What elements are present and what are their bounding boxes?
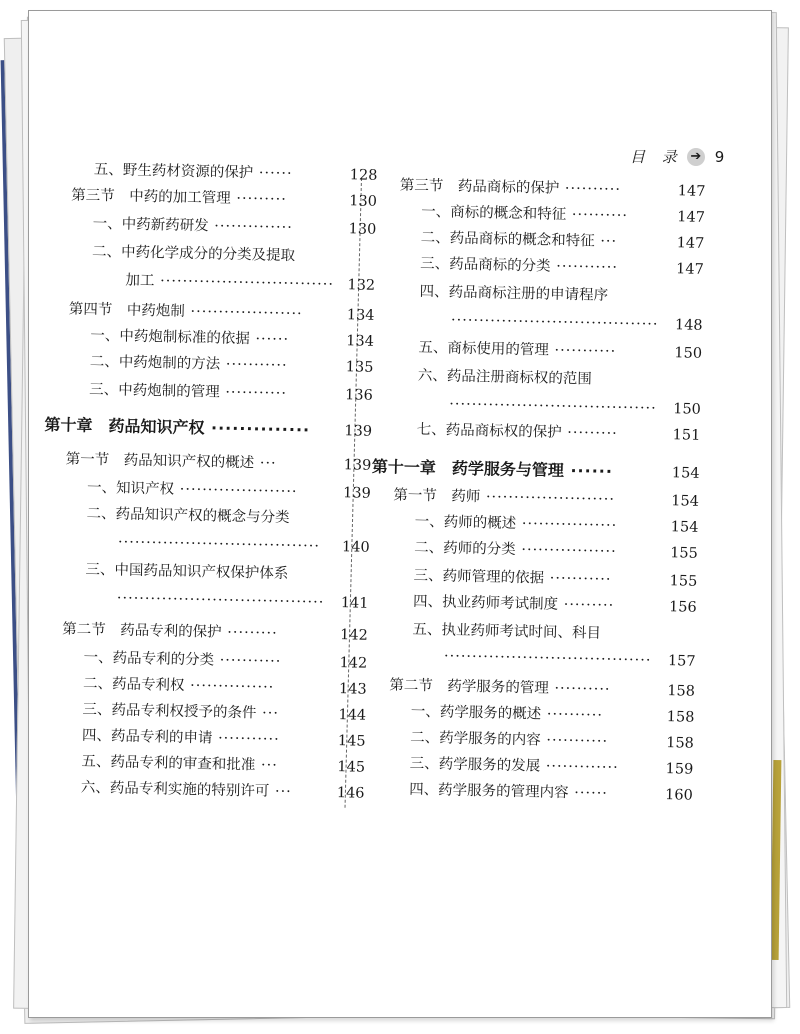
toc-entry-title: 三、药品专利权授予的条件 bbox=[82, 701, 257, 722]
toc-leader-dots: ······················· bbox=[480, 489, 616, 509]
toc-leader-dots: ·········· bbox=[541, 706, 604, 724]
toc-page-number: 154 bbox=[670, 519, 699, 536]
toc-leader-dots: ··· bbox=[594, 233, 618, 251]
toc-leader-dots: ········· bbox=[557, 596, 615, 615]
toc-entry-title: 二、药品知识产权的概念与分类 bbox=[86, 505, 290, 527]
toc-page-number: 147 bbox=[677, 209, 706, 226]
toc-entry-title: 五、执业药师考试时间、科目 bbox=[412, 621, 602, 642]
toc-page-number: 154 bbox=[671, 465, 700, 482]
toc-leader-dots: ··········· bbox=[550, 258, 619, 277]
toc-page-number: 157 bbox=[667, 653, 696, 670]
toc-entry-title: 二、中药炮制的方法 bbox=[89, 353, 221, 373]
toc-leader-dots: ······ bbox=[249, 331, 290, 349]
toc-entry-title: 三、中药炮制的管理 bbox=[89, 381, 220, 401]
toc-leader-dots: ················· bbox=[515, 541, 617, 561]
toc-entry-title: 四、执业药师考试制度 bbox=[412, 593, 559, 613]
toc-leader-dots: ··········· bbox=[220, 356, 288, 375]
toc-entry-title: 三、药师管理的依据 bbox=[413, 567, 545, 587]
toc-entry-title: 第十一章 药学服务与管理 bbox=[371, 456, 565, 480]
toc-page-number: 130 bbox=[348, 221, 377, 238]
toc-page-number: 146 bbox=[336, 785, 365, 802]
toc-entry-title: 三、药学服务的发展 bbox=[409, 755, 541, 775]
toc-entry-title: 第三节 中药的加工管理 bbox=[71, 187, 231, 207]
toc-leader-dots: ·············· bbox=[204, 418, 311, 440]
toc-entry-title: 四、药品专利的申请 bbox=[81, 727, 213, 747]
toc-entry-title: 第一节 药品知识产权的概述 bbox=[65, 451, 255, 472]
toc-leader-dots: ················· bbox=[516, 515, 618, 535]
toc-page-number: 147 bbox=[676, 235, 705, 252]
toc-entry-title: 七、药品商标权的保护 bbox=[416, 421, 562, 441]
toc-leader-dots: ·············· bbox=[208, 218, 293, 237]
toc-page-number: 145 bbox=[337, 733, 366, 750]
toc-leader-dots: ·········· bbox=[566, 206, 629, 225]
toc-entry-title: 第三节 药品商标的保护 bbox=[399, 177, 560, 197]
toc-entry-title: 二、中药化学成分的分类及提取 bbox=[91, 243, 296, 265]
toc-page-number: 130 bbox=[349, 193, 378, 210]
toc-page-number: 147 bbox=[677, 183, 706, 200]
toc-leader-dots: ········· bbox=[561, 424, 618, 443]
toc-page-number: 143 bbox=[338, 681, 367, 698]
toc-page-number: 156 bbox=[668, 599, 697, 616]
toc-leader-dots: ····································· bbox=[449, 396, 657, 417]
toc-page-number: 155 bbox=[669, 545, 699, 562]
toc-leader-dots: ····································· bbox=[450, 312, 659, 333]
toc-entry-title: 六、药品专利实施的特别许可 bbox=[80, 779, 270, 800]
toc-entry-title: 一、商标的概念和特征 bbox=[421, 203, 567, 223]
toc-entry-title: 四、药品商标注册的申请程序 bbox=[419, 283, 609, 304]
toc-page-number: 142 bbox=[339, 655, 368, 672]
toc-page-number: 134 bbox=[346, 307, 375, 324]
toc-page-number: 160 bbox=[664, 787, 693, 804]
toc-entry-title: 五、药品专利的审查和批准 bbox=[81, 753, 256, 774]
toc-entry-title: 二、药品专利权 bbox=[82, 675, 185, 694]
toc-entry-title: 四、药学服务的管理内容 bbox=[408, 781, 569, 802]
toc-page-number: 139 bbox=[342, 485, 371, 502]
toc-entry-title: 第二节 药学服务的管理 bbox=[389, 677, 549, 697]
toc-entry-title: 一、药学服务的概述 bbox=[410, 703, 542, 723]
toc-entry-title: 一、中药炮制标准的依据 bbox=[90, 327, 250, 348]
toc-entry-title: 二、药师的分类 bbox=[414, 539, 516, 558]
toc-leader-dots: ··········· bbox=[213, 652, 282, 670]
toc-page-number: 139 bbox=[343, 457, 372, 474]
toc-leader-dots: ············· bbox=[540, 758, 619, 777]
toc-leader-dots: ··· bbox=[256, 705, 280, 722]
page-number: 9 bbox=[714, 147, 725, 166]
toc-page-number: 135 bbox=[345, 359, 374, 376]
toc-leader-dots: ··········· bbox=[540, 732, 609, 750]
toc-page-number: 142 bbox=[339, 627, 368, 644]
toc-leader-dots: ··········· bbox=[219, 384, 288, 403]
page-header bbox=[630, 146, 724, 167]
toc-page-number: 158 bbox=[667, 683, 696, 700]
toc-page-number: 147 bbox=[675, 261, 704, 278]
toc-page-number: 158 bbox=[666, 709, 695, 726]
toc-leader-dots: ··········· bbox=[548, 342, 617, 361]
toc-leader-dots: ·········· bbox=[559, 180, 622, 199]
toc-entry-title: 三、中国药品知识产权保护体系 bbox=[85, 561, 289, 583]
toc-leader-dots: ··········· bbox=[212, 730, 280, 748]
toc-page-number: 154 bbox=[671, 493, 700, 510]
toc-entry-title: 二、药品商标的概念和特征 bbox=[420, 229, 595, 250]
toc-leader-dots: ······ bbox=[568, 785, 609, 802]
toc-leader-dots: ····················· bbox=[173, 481, 298, 501]
toc-leader-dots: ····································· bbox=[116, 590, 325, 611]
toc-entry-title: 第十章 药品知识产权 bbox=[44, 414, 205, 438]
toc-leader-dots: ·········· bbox=[548, 680, 611, 698]
toc-entry-title: 第四节 中药炮制 bbox=[68, 301, 186, 320]
toc-page-number: 159 bbox=[665, 761, 694, 778]
toc-leader-dots: ··· bbox=[254, 455, 277, 472]
toc-entry-title: 五、野生药材资源的保护 bbox=[93, 161, 254, 182]
toc-entry-title: 三、药品商标的分类 bbox=[420, 255, 551, 275]
toc-page-number: 132 bbox=[347, 277, 376, 294]
toc-entry-title: 第一节 药师 bbox=[393, 487, 481, 506]
toc-leader-dots: ········· bbox=[221, 624, 278, 642]
toc-entry-title: 六、药品注册商标权的范围 bbox=[417, 367, 592, 388]
toc-entry-title: 加工 bbox=[125, 272, 155, 290]
toc-leader-dots: ········· bbox=[230, 190, 287, 208]
toc-leader-dots: ··········· bbox=[543, 570, 612, 588]
toc-page-number: 151 bbox=[672, 427, 701, 444]
toc-page-number: 150 bbox=[673, 401, 702, 418]
toc-page-number: 140 bbox=[341, 539, 370, 556]
toc-page-number: 128 bbox=[349, 167, 378, 184]
toc-entry-title: 五、商标使用的管理 bbox=[418, 339, 550, 359]
toc-page-number: 144 bbox=[338, 707, 367, 724]
toc-entry-title: 一、药品专利的分类 bbox=[83, 649, 215, 669]
toc-leader-dots: ···································· bbox=[117, 534, 321, 555]
toc-leader-dots: ······ bbox=[253, 165, 293, 183]
toc-page-number: 148 bbox=[674, 317, 703, 334]
toc-page-number: 139 bbox=[344, 423, 373, 440]
toc-leader-dots: ······ bbox=[563, 460, 614, 481]
toc-entry-title: 一、知识产权 bbox=[86, 479, 175, 498]
toc-entry-title: 一、中药新药研发 bbox=[92, 215, 209, 235]
toc-page-number: 150 bbox=[674, 345, 703, 362]
toc-page-number: 134 bbox=[346, 333, 375, 350]
toc-entry-title: 第二节 药品专利的保护 bbox=[62, 621, 222, 641]
arrow-icon: ➔ bbox=[687, 148, 705, 166]
toc-page-number: 145 bbox=[337, 759, 366, 776]
toc-page-number: 158 bbox=[666, 735, 695, 752]
toc-page-number: 136 bbox=[344, 387, 373, 404]
toc-leader-dots: ··· bbox=[269, 783, 292, 801]
toc-leader-dots: ····································· bbox=[443, 648, 652, 669]
toc-entry bbox=[418, 367, 592, 389]
toc-leader-dots: ··············· bbox=[184, 677, 275, 696]
toc-entry-title: 一、药师的概述 bbox=[414, 513, 517, 532]
toc-entry-title: 二、药学服务的内容 bbox=[410, 729, 541, 749]
toc-leader-dots: ······························· bbox=[154, 273, 335, 293]
toc-page-number: 155 bbox=[669, 573, 698, 590]
toc-leader-dots: ···················· bbox=[184, 303, 303, 323]
toc-leader-dots: ··· bbox=[255, 757, 278, 774]
toc-page-number: 141 bbox=[340, 595, 369, 612]
header-title: 目 录 bbox=[630, 148, 683, 166]
